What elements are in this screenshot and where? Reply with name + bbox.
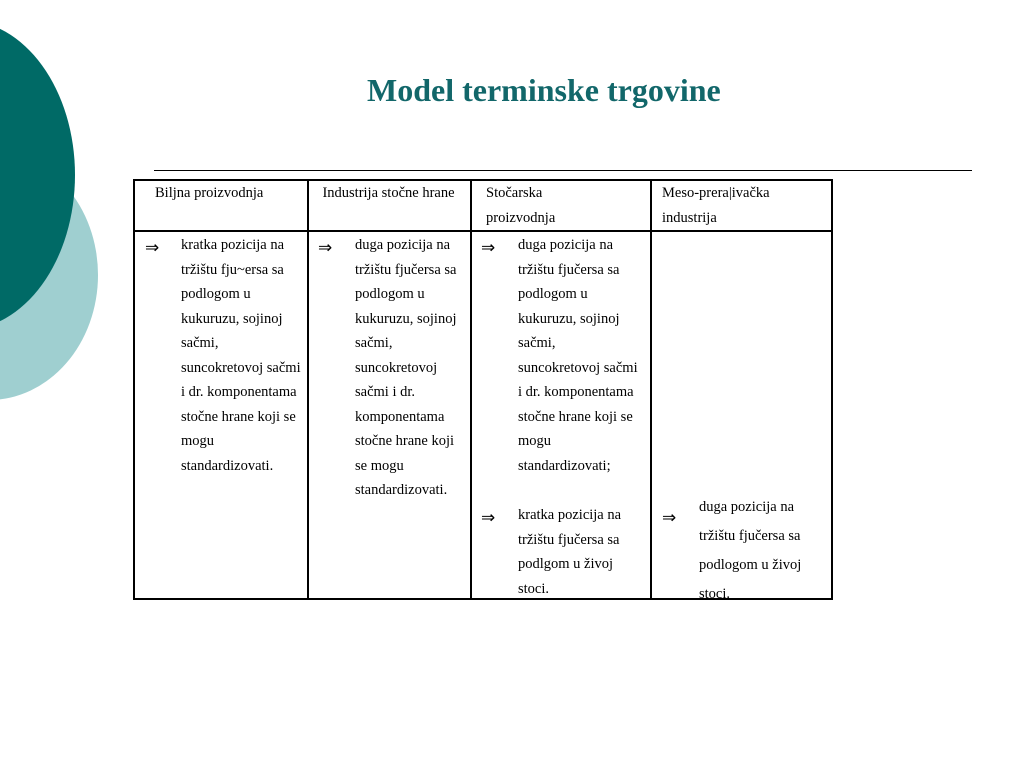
implies-arrow-icon: ⇒ (318, 238, 333, 258)
futures-table (133, 179, 833, 600)
column-divider (650, 181, 652, 598)
cell-biljna-proizvodnja: kratka pozicija na tržištu fju~ersa sa podlogom u kukuruzu, sojinoj sačmi, suncokretovoj sačmi i dr. komponentama stočne hrane koji se mogu standardizovati. (181, 237, 301, 474)
slide-title: Model terminske trgovine (367, 72, 721, 108)
cell-stocarska-proizvodnja-kratka: kratka pozicija na tržištu fjučersa sa podlgom u živoj stoci. (518, 507, 622, 597)
cell-stocarska-proizvodnja-duga: duga pozicija na tržištu fjučersa sa podlogom u kukuruzu, sojinoj sačmi, suncokretovoj sačmi i dr. komponentama stočne hrane koji se mogu standardizovati; (518, 237, 638, 474)
header-stocarska-proizvodnja: Stočarska proizvodnja (486, 185, 556, 226)
column-divider (307, 181, 309, 598)
column-divider (470, 181, 472, 598)
implies-arrow-icon: ⇒ (662, 508, 677, 528)
title-divider (154, 170, 972, 171)
header-biljna-proizvodnja: Biljna proizvodnja (155, 185, 264, 201)
cell-meso-preradjivacka-industrija: duga pozicija na tržištu fjučersa sa podlogom u živoj stoci. (699, 499, 802, 602)
implies-arrow-icon: ⇒ (481, 508, 496, 528)
implies-arrow-icon: ⇒ (481, 238, 496, 258)
header-industrija-stocne-hrane: Industrija stočne hrane (322, 185, 455, 201)
implies-arrow-icon: ⇒ (145, 238, 160, 258)
cell-industrija-stocne-hrane: duga pozicija na tržištu fjučersa sa podlogom u kukuruzu, sojinoj sačmi, suncokretovoj sačmi i dr. komponentama stočne hrane koji se mogu standardizovati. (355, 237, 457, 498)
header-meso-preradjivacka-industrija: Meso-prera|ivačka industrija (662, 185, 770, 226)
